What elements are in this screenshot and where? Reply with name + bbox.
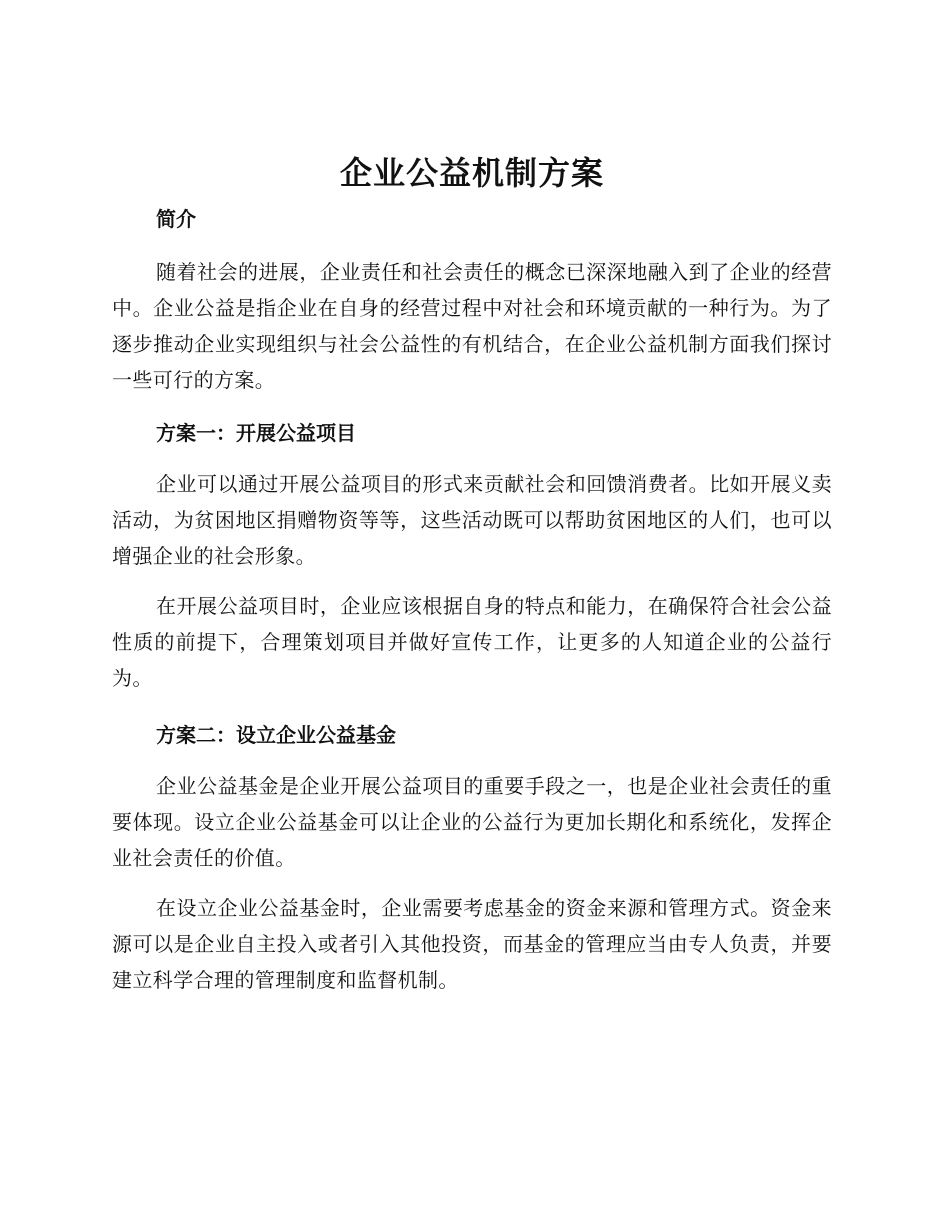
document-body xyxy=(112,150,832,998)
plan-two-paragraph-1: 企业公益基金是企业开展公益项目的重要手段之一，也是企业社会责任的重要体现。设立企业公益基金可以让企业的公益行为更加长期化和系统化，发挥企业社会责任的价值。 xyxy=(112,774,832,870)
section-heading-plan-two: 方案二：设立企业公益基金 xyxy=(156,723,396,747)
document-title: 企业公益机制方案 xyxy=(339,154,604,192)
plan-one-paragraph-1: 企业可以通过开展公益项目的形式来贡献社会和回馈消费者。比如开展义卖活动，为贫困地区捐赠物资等等，这些活动既可以帮助贫困地区的人们，也可以增强企业的社会形象。 xyxy=(112,472,832,568)
intro-paragraph: 随着社会的进展，企业责任和社会责任的概念已深深地融入到了企业的经营中。企业公益是指企业在自身的经营过程中对社会和环境贡献的一种行为。为了逐步推动企业实现组织与社会公益性的有机结合，在企业公益机制方面我们探讨一些可行的方案。 xyxy=(112,260,832,392)
section-heading-intro: 简介 xyxy=(156,207,196,231)
section-heading-plan-one: 方案一：开展公益项目 xyxy=(156,421,356,445)
plan-two-paragraph-2: 在设立企业公益基金时，企业需要考虑基金的资金来源和管理方式。资金来源可以是企业自主投入或者引入其他投资，而基金的管理应当由专人负责，并要建立科学合理的管理制度和监督机制。 xyxy=(112,896,832,992)
plan-one-paragraph-2: 在开展公益项目时，企业应该根据自身的特点和能力，在确保符合社会公益性质的前提下，合理策划项目并做好宣传工作，让更多的人知道企业的公益行为。 xyxy=(112,594,832,690)
